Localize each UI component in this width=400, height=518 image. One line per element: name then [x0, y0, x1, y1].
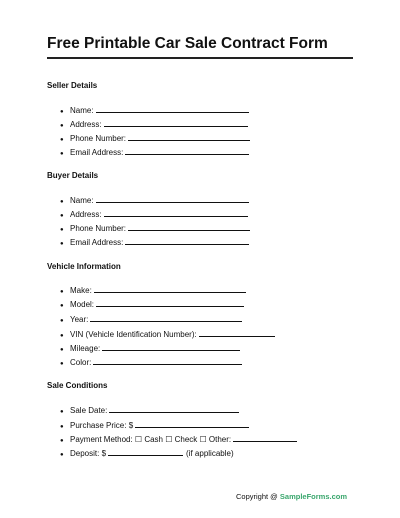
field-label: Mileage: [70, 344, 101, 353]
field-label: Sale Date: [70, 406, 108, 415]
field-label: Name: [70, 196, 94, 205]
bullet-icon: ● [60, 333, 64, 339]
seller-name-field[interactable] [60, 104, 249, 117]
vehicle-make-line[interactable] [94, 284, 246, 293]
seller-phone-field[interactable] [60, 132, 250, 145]
field-label: Address: [70, 120, 102, 129]
vehicle-model-field[interactable] [60, 298, 244, 311]
payment-other-line[interactable] [233, 433, 297, 442]
document-title: Free Printable Car Sale Contract Form [47, 35, 328, 52]
vehicle-mileage-field[interactable] [60, 342, 240, 355]
brand-link[interactable]: SampleForms.com [279, 492, 347, 501]
vehicle-color-line[interactable] [93, 356, 242, 365]
bullet-icon: ● [60, 123, 64, 129]
bullet-icon: ● [60, 199, 64, 205]
bullet-icon: ● [60, 318, 64, 324]
field-label: Phone Number: [70, 134, 127, 143]
seller-email-line[interactable] [125, 146, 249, 155]
vehicle-year-field[interactable] [60, 313, 242, 326]
section-title-seller: Seller Details [47, 81, 98, 90]
seller-email-field[interactable] [60, 146, 249, 159]
bullet-icon: ● [60, 438, 64, 444]
buyer-phone-field[interactable] [60, 222, 250, 235]
field-label: Email Address: [70, 148, 124, 157]
field-label: Deposit: $ [70, 449, 107, 458]
seller-address-field[interactable] [60, 118, 248, 131]
payment-method-field[interactable] [60, 433, 297, 446]
field-label: Make: [70, 286, 92, 295]
vehicle-year-line[interactable] [90, 313, 242, 322]
field-label: Address: [70, 210, 102, 219]
bullet-icon: ● [60, 409, 64, 415]
seller-name-line[interactable] [96, 104, 249, 113]
section-title-buyer: Buyer Details [47, 171, 99, 180]
field-label: Model: [70, 300, 95, 309]
sale-date-line[interactable] [109, 404, 239, 413]
vehicle-model-line[interactable] [96, 298, 244, 307]
bullet-icon: ● [60, 151, 64, 157]
seller-address-line[interactable] [104, 118, 248, 127]
purchase-price-field[interactable] [60, 419, 249, 432]
title-divider [47, 57, 353, 59]
field-label: Name: [70, 106, 94, 115]
bullet-icon: ● [60, 303, 64, 309]
sale-date-field[interactable] [60, 404, 239, 417]
copyright-text: Copyright @ [236, 492, 278, 501]
bullet-icon: ● [60, 213, 64, 219]
field-label: VIN (Vehicle Identification Number): [70, 330, 197, 339]
buyer-address-field[interactable] [60, 208, 248, 221]
buyer-name-line[interactable] [96, 194, 249, 203]
field-label: Color: [70, 358, 92, 367]
deposit-suffix: (if applicable) [186, 449, 234, 458]
vehicle-mileage-line[interactable] [102, 342, 240, 351]
buyer-email-field[interactable] [60, 236, 249, 249]
buyer-phone-line[interactable] [128, 222, 250, 231]
field-label: Purchase Price: $ [70, 421, 134, 430]
vehicle-color-field[interactable] [60, 356, 242, 369]
field-label: Payment Method: ☐ Cash ☐ Check ☐ Other: [70, 435, 232, 444]
buyer-name-field[interactable] [60, 194, 249, 207]
bullet-icon: ● [60, 289, 64, 295]
section-title-vehicle: Vehicle Information [47, 262, 121, 271]
copyright-footer [236, 492, 347, 501]
bullet-icon: ● [60, 241, 64, 247]
buyer-email-line[interactable] [125, 236, 249, 245]
deposit-field[interactable] [60, 447, 234, 460]
section-title-sale: Sale Conditions [47, 381, 108, 390]
bullet-icon: ● [60, 361, 64, 367]
bullet-icon: ● [60, 227, 64, 233]
field-label: Year: [70, 315, 89, 324]
vehicle-make-field[interactable] [60, 284, 246, 297]
bullet-icon: ● [60, 137, 64, 143]
seller-phone-line[interactable] [128, 132, 250, 141]
vehicle-vin-line[interactable] [199, 328, 275, 337]
deposit-line[interactable] [108, 447, 183, 456]
field-label: Phone Number: [70, 224, 127, 233]
bullet-icon: ● [60, 424, 64, 430]
purchase-price-line[interactable] [135, 419, 249, 428]
buyer-address-line[interactable] [104, 208, 248, 217]
bullet-icon: ● [60, 347, 64, 353]
vehicle-vin-field[interactable] [60, 328, 275, 341]
field-label: Email Address: [70, 238, 124, 247]
bullet-icon: ● [60, 452, 64, 458]
bullet-icon: ● [60, 109, 64, 115]
